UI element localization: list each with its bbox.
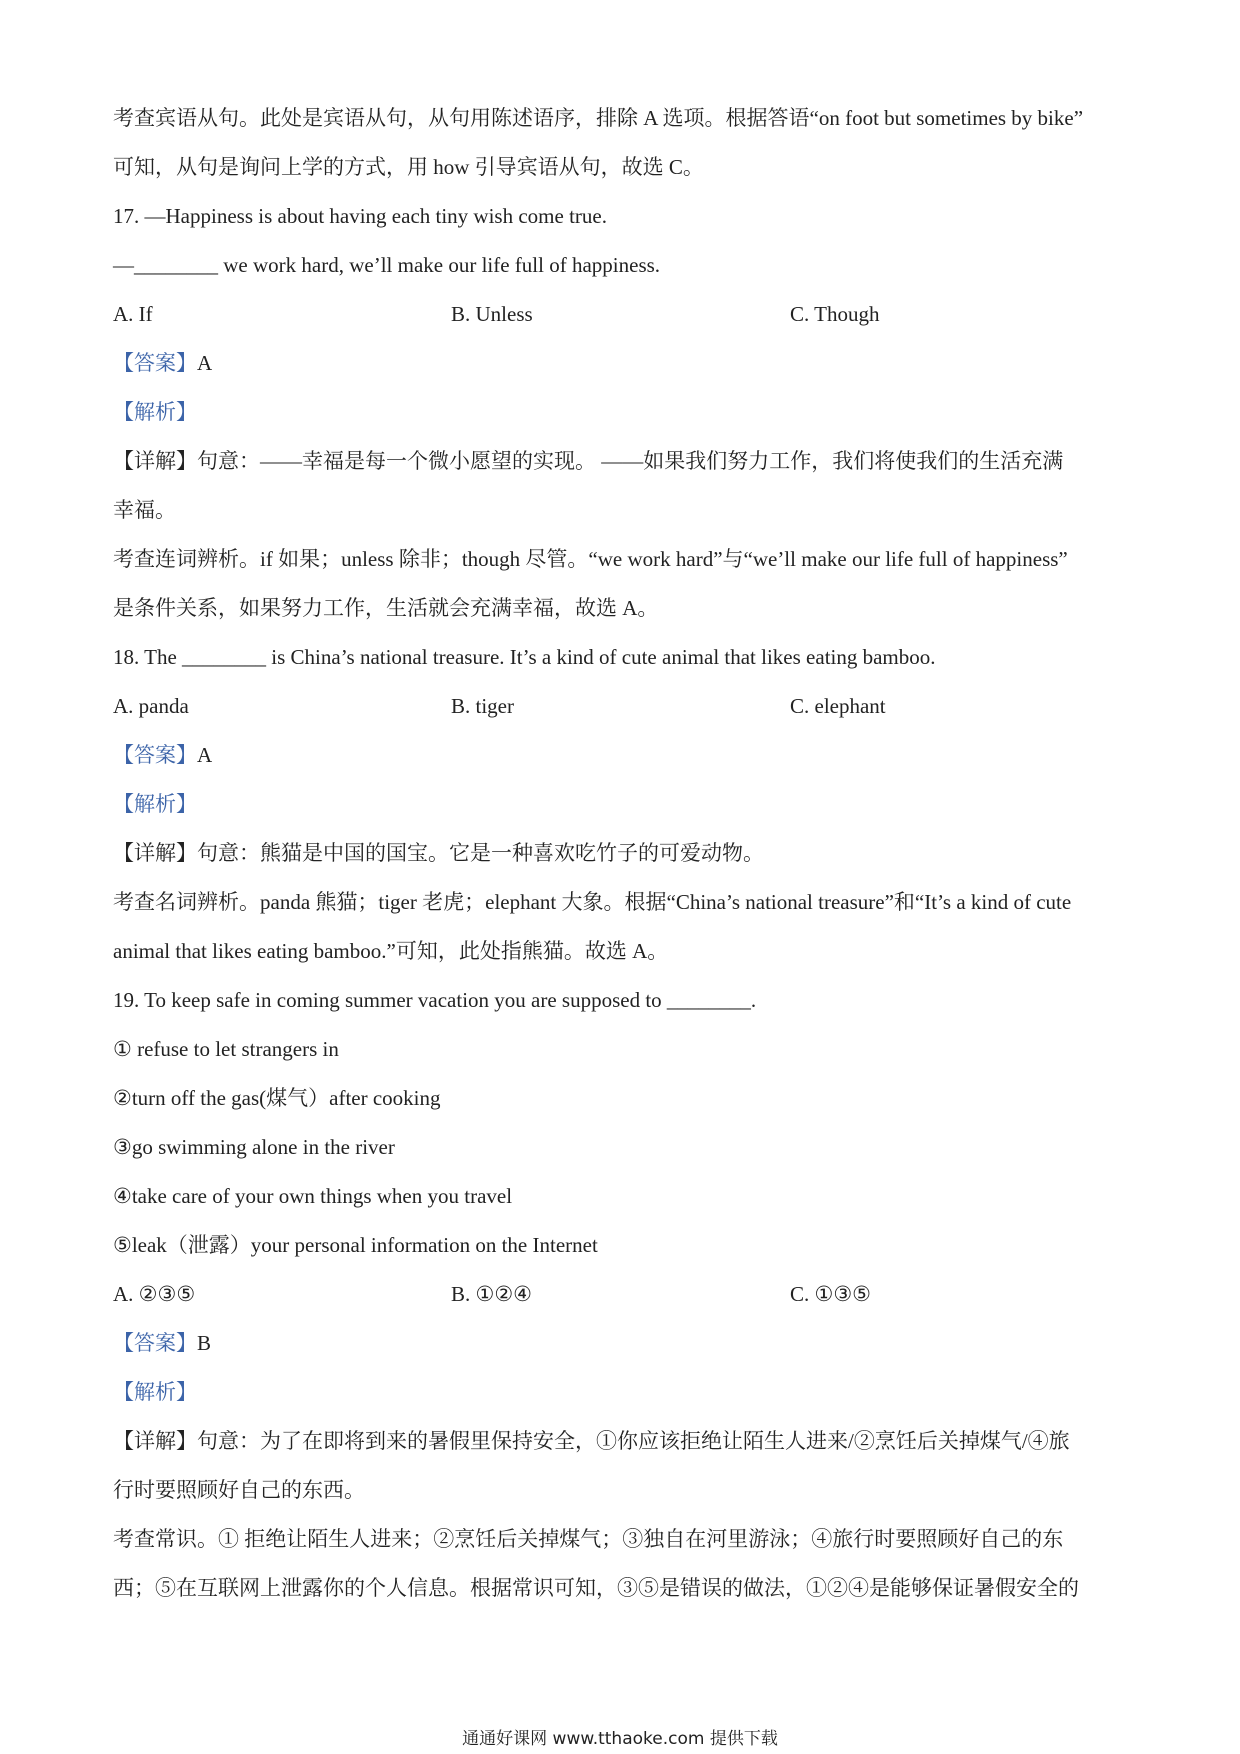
q19-item-5: ⑤leak（泄露）your personal information on the Internet [113, 1233, 598, 1257]
q18-option-b: B. tiger [451, 694, 514, 718]
q18-stem: 18. The ________ is China’s national treasure. It’s a kind of cute animal that likes eating bamboo. [113, 645, 936, 669]
q17-option-b: B. Unless [451, 302, 533, 326]
page-footer: 通通好课网 www.tthaoke.com 提供下载 [462, 1729, 778, 1749]
q17-analysis-tag [113, 397, 1133, 427]
q17-stem-line-2: —________ we work hard, we’ll make our life full of happiness. [113, 253, 661, 277]
analysis-tag: 【解析】 [113, 400, 197, 424]
answer-tag: 【答案】 [113, 743, 197, 767]
q17-detail-line-4: 是条件关系，如果努力工作，生活就会充满幸福，故选 A。 [113, 596, 659, 620]
q19-stem: 19. To keep safe in coming summer vacation you are supposed to ________. [113, 988, 757, 1012]
q19-item-2: ②turn off the gas(煤气）after cooking [113, 1086, 441, 1110]
q18-detail-line-3: animal that likes eating bamboo.”可知，此处指熊猫。故选 A。 [113, 939, 669, 963]
q18-detail-line-2: 考查名词辨析。panda 熊猫；tiger 老虎；elephant 大象。根据“China’s national treasure”和“It’s a kind of cute [113, 890, 1072, 914]
detail-tag: 【详解】 [113, 1429, 197, 1453]
q19-item-3: ③go swimming alone in the river [113, 1135, 395, 1159]
q19-item-4: ④take care of your own things when you travel [113, 1184, 513, 1208]
detail-text: 句意：——幸福是每一个微小愿望的实现。 ——如果我们努力工作，我们将使我们的生活充满 [197, 449, 1064, 473]
q19-option-b: B. ①②④ [451, 1282, 532, 1306]
q19-option-c: C. ①③⑤ [790, 1282, 871, 1306]
q17-answer [113, 348, 1133, 378]
q17-option-a: A. If [113, 302, 153, 326]
q18-option-a: A. panda [113, 694, 189, 718]
q17-detail-line-2: 幸福。 [113, 498, 176, 522]
answer-value: B [197, 1331, 212, 1355]
q17-option-c: C. Though [790, 302, 880, 326]
q18-detail-line-1 [113, 838, 1133, 868]
detail-tag: 【详解】 [113, 841, 197, 865]
q19-option-a: A. ②③⑤ [113, 1282, 196, 1306]
analysis-tag: 【解析】 [113, 1380, 197, 1404]
q19-answer [113, 1328, 1133, 1358]
answer-tag: 【答案】 [113, 1331, 197, 1355]
q17-stem-line-1: 17. —Happiness is about having each tiny wish come true. [113, 204, 607, 228]
text-line: 可知，从句是询问上学的方式，用 how 引导宾语从句，故选 C。 [113, 155, 704, 179]
q18-analysis-tag [113, 789, 1133, 819]
analysis-tag: 【解析】 [113, 792, 197, 816]
q18-answer [113, 740, 1133, 770]
q19-detail-line-2: 行时要照顾好自己的东西。 [113, 1478, 365, 1502]
answer-value: A [197, 351, 213, 375]
detail-tag: 【详解】 [113, 449, 197, 473]
q19-analysis-tag [113, 1377, 1133, 1407]
answer-value: A [197, 743, 213, 767]
answer-tag: 【答案】 [113, 351, 197, 375]
q17-detail-line-1 [113, 446, 1133, 476]
q17-detail-line-3: 考查连词辨析。if 如果；unless 除非；though 尽管。“we work hard”与“we’ll make our life full of happiness” [113, 547, 1068, 571]
detail-text: 句意：熊猫是中国的国宝。它是一种喜欢吃竹子的可爱动物。 [197, 841, 764, 865]
text-line: 考查宾语从句。此处是宾语从句，从句用陈述语序，排除 A 选项。根据答语“on foot but sometimes by bike” [113, 106, 1084, 130]
q19-item-1: ① refuse to let strangers in [113, 1037, 339, 1061]
q18-option-c: C. elephant [790, 694, 886, 718]
detail-text: 句意：为了在即将到来的暑假里保持安全，①你应该拒绝让陌生人进来/②烹饪后关掉煤气/④旅 [197, 1429, 1070, 1453]
q19-detail-line-1 [113, 1426, 1133, 1456]
q19-detail-line-4: 西；⑤在互联网上泄露你的个人信息。根据常识可知，③⑤是错误的做法，①②④是能够保证暑假安全的 [113, 1576, 1079, 1600]
q19-detail-line-3: 考查常识。① 拒绝让陌生人进来；②烹饪后关掉煤气；③独自在河里游泳；④旅行时要照顾好自己的东 [113, 1527, 1064, 1551]
